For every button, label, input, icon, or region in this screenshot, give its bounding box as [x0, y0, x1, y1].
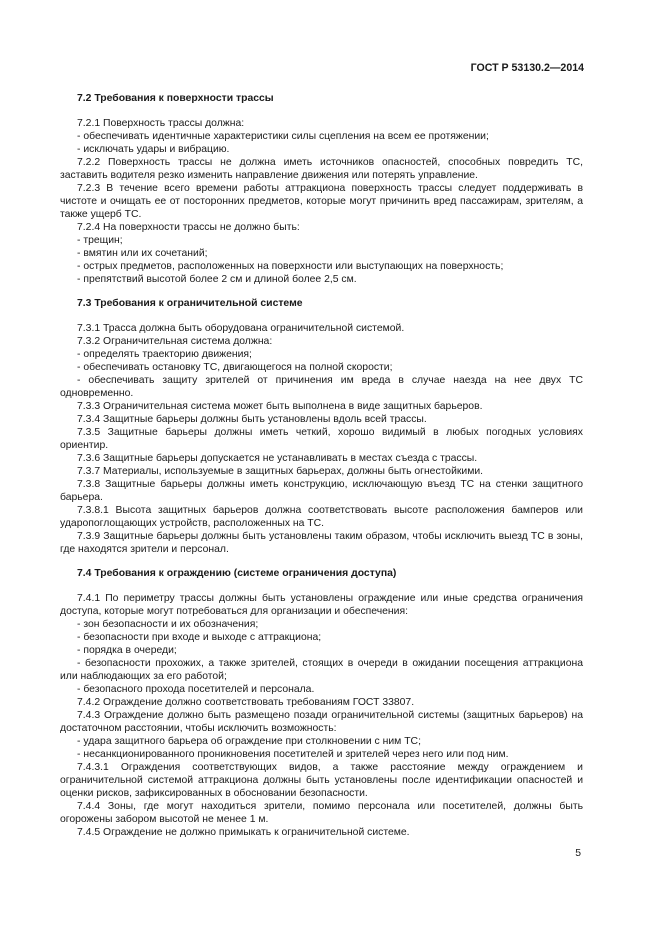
paragraph-7-4-3: 7.4.3 Ограждение должно быть размещено позади ограничительной системы (защитных барьеров) на достаточном расстоянии, чтобы исключить возможность:: [60, 710, 583, 734]
document-body: [60, 92, 583, 839]
paragraph-7-4-1: 7.4.1 По периметру трассы должны быть установлены ограждение или иные средства ограничения доступа, которые могут потребоваться для организации и обеспечения:: [60, 593, 583, 617]
list-item: - обеспечивать остановку ТС, двигающегося на полной скорости;: [77, 362, 393, 373]
section-heading-7-3: 7.3 Требования к ограничительной системе: [77, 298, 303, 309]
page-number: 5: [575, 848, 581, 859]
list-item: - определять траекторию движения;: [77, 349, 252, 360]
paragraph-7-4-5: 7.4.5 Ограждение не должно примыкать к ограничительной системе.: [77, 827, 410, 838]
paragraph-7-2-2: 7.2.2 Поверхность трассы не должна иметь источников опасностей, способных повредить ТС, заставить водителя резко изменить направление движения или потерять управление.: [60, 157, 583, 181]
section-heading-7-4: 7.4 Требования к ограждению (системе ограничения доступа): [77, 568, 397, 579]
list-item: - трещин;: [77, 235, 123, 246]
paragraph-7-2-4: 7.2.4 На поверхности трассы не должно быть:: [77, 222, 300, 233]
list-item: - зон безопасности и их обозначения;: [77, 619, 259, 630]
list-item: - удара защитного барьера об ограждение при столкновении с ним ТС;: [77, 736, 421, 747]
list-item: - вмятин или их сочетаний;: [77, 248, 208, 259]
paragraph-7-3-9: 7.3.9 Защитные барьеры должны быть установлены таким образом, чтобы исключить выезд ТС в зоны, где находятся зрители и персонал.: [60, 531, 583, 555]
paragraph-7-4-4: 7.4.4 Зоны, где могут находиться зрители, помимо персонала или посетителей, должны быть огорожены забором высотой не менее 1 м.: [60, 801, 583, 825]
paragraph-7-3-6: 7.3.6 Защитные барьеры допускается не устанавливать в местах съезда с трассы.: [77, 453, 478, 464]
list-item: - обеспечивать защиту зрителей от причинения им вреда в случае наезда на нее двух ТС одновременно.: [60, 375, 583, 399]
list-item: - несанкционированного проникновения посетителей и зрителей через него или под ним.: [77, 749, 509, 760]
standard-header: ГОСТ Р 53130.2—2014: [470, 62, 584, 74]
paragraph-7-3-2: 7.3.2 Ограничительная система должна:: [77, 336, 273, 347]
paragraph-7-3-4: 7.3.4 Защитные барьеры должны быть установлены вдоль всей трассы.: [77, 414, 427, 425]
paragraph-7-3-8: 7.3.8 Защитные барьеры должны иметь конструкцию, исключающую въезд ТС на стенки защитного барьера.: [60, 479, 583, 503]
list-item: - обеспечивать идентичные характеристики силы сцепления на всем ее протяжении;: [77, 131, 489, 142]
paragraph-7-3-1: 7.3.1 Трасса должна быть оборудована ограничительной системой.: [77, 323, 405, 334]
paragraph-7-2-3: 7.2.3 В течение всего времени работы аттракциона поверхность трассы следует поддерживать в чистоте и очищать ее от посторонних предметов, которые могут причинить вред пассажирам, зрителям, а также ущерб ТС.: [60, 183, 583, 220]
paragraph-7-3-5: 7.3.5 Защитные барьеры должны иметь четкий, хорошо видимый в любых погодных условиях ориентир.: [60, 427, 583, 451]
paragraph-7-3-7: 7.3.7 Материалы, используемые в защитных барьерах, должны быть огнестойкими.: [77, 466, 484, 477]
paragraph-7-4-3-1: 7.4.3.1 Ограждения соответствующих видов, а также расстояние между ограждением и ограничительной системой аттракциона должны быть установлены после идентификации опасностей и оценки рисков, зафиксированных в обосновании безопасности.: [60, 762, 583, 799]
paragraph-7-3-8-1: 7.3.8.1 Высота защитных барьеров должна соответствовать высоте расположения бамперов или удaропоглощающих устройств, расположенных на ТС.: [60, 505, 583, 529]
list-item: - безопасности прохожих, а также зрителей, стоящих в очереди в ожидании посещения аттракциона или наблюдающих за его работой;: [60, 658, 583, 682]
paragraph-7-2-1: 7.2.1 Поверхность трассы должна:: [77, 118, 245, 129]
list-item: - исключать удары и вибрацию.: [77, 144, 230, 155]
list-item: - порядка в очереди;: [77, 645, 177, 656]
paragraph-7-4-2: 7.4.2 Ограждение должно соответствовать требованиям ГОСТ 33807.: [77, 697, 415, 708]
list-item: - безопасности при входе и выходе с аттракциона;: [77, 632, 322, 643]
paragraph-7-3-3: 7.3.3 Ограничительная система может быть выполнена в виде защитных барьеров.: [77, 401, 483, 412]
section-heading-7-2: 7.2 Требования к поверхности трассы: [77, 93, 274, 104]
list-item: - препятствий высотой более 2 см и длиной более 2,5 см.: [77, 274, 357, 285]
list-item: - острых предметов, расположенных на поверхности или выступающих на поверхность;: [77, 261, 504, 272]
list-item: - безопасного прохода посетителей и персонала.: [77, 684, 315, 695]
